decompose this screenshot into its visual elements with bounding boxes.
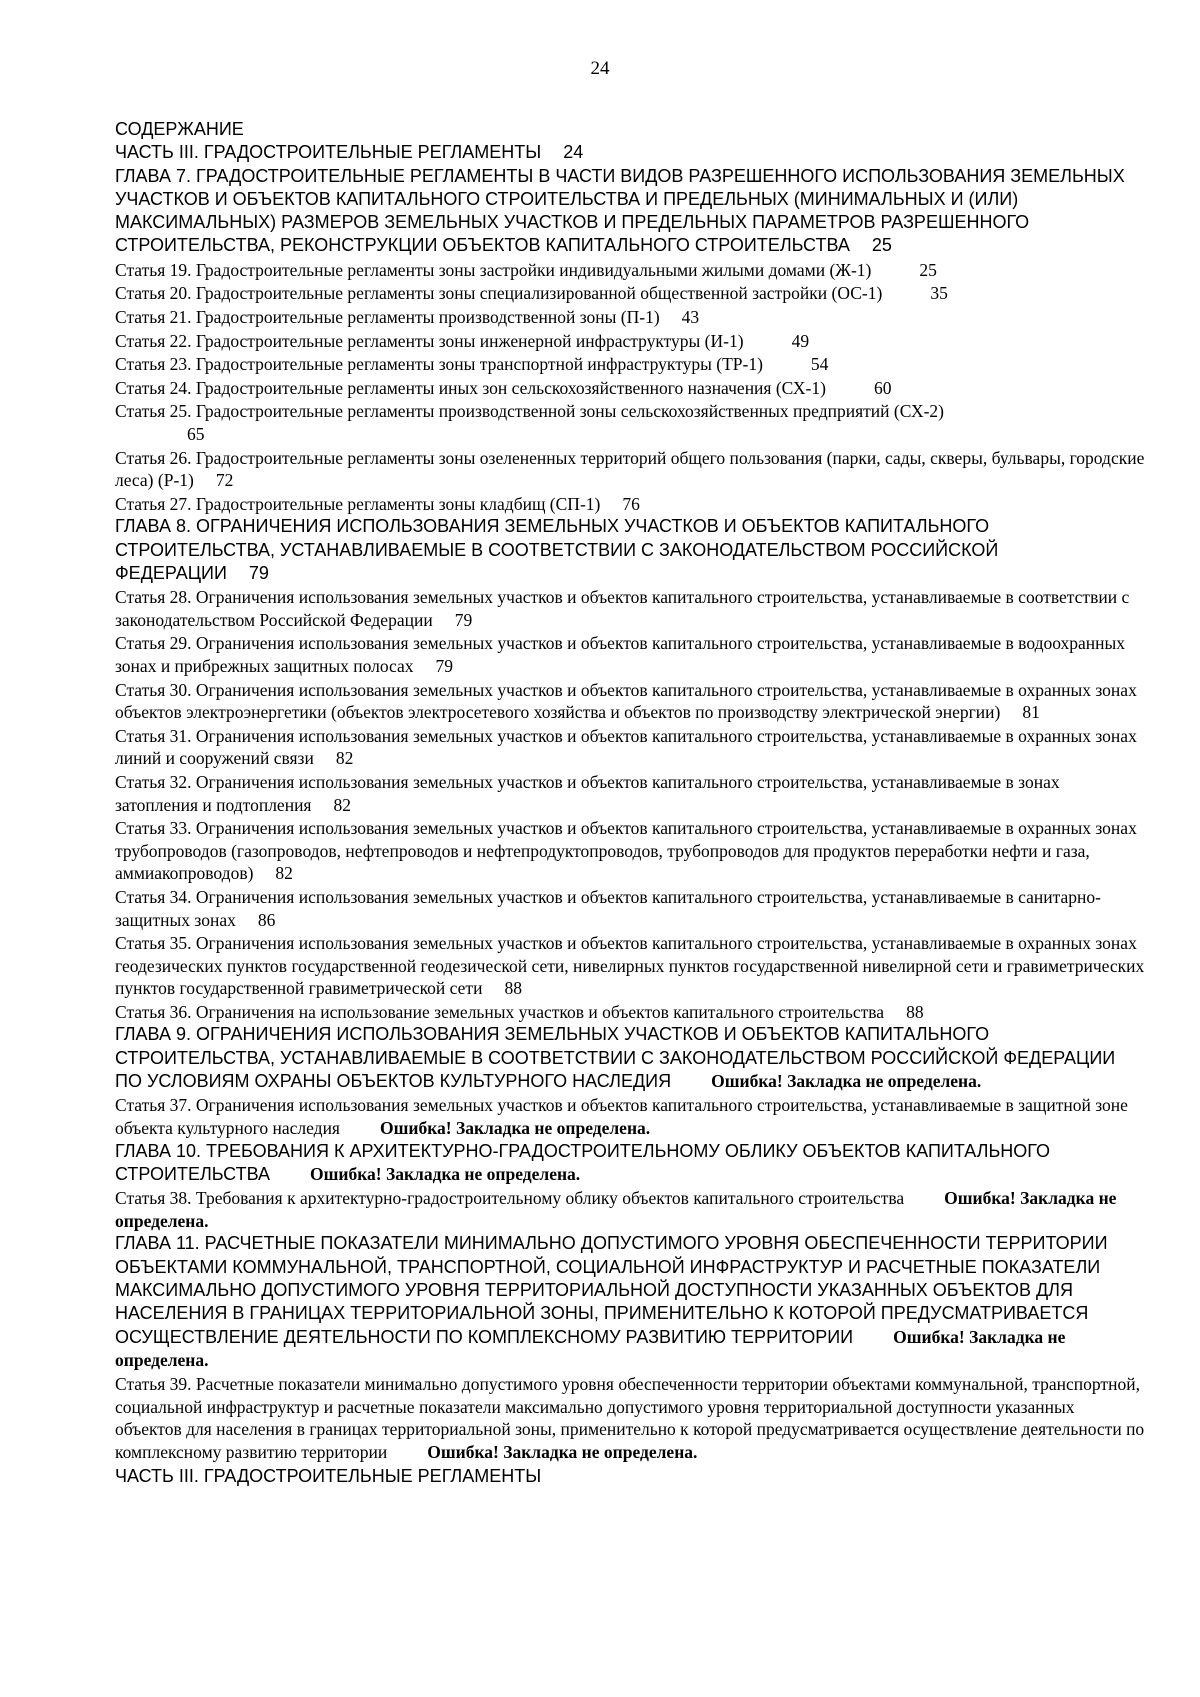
toc-article[interactable] <box>115 493 1145 516</box>
bookmark-error: Ошибка! Закладка не определена. <box>379 1117 651 1138</box>
toc-entry-text: ГЛАВА 10. ТРЕБОВАНИЯ К АРХИТЕКТУРНО-ГРАДОСТРОИТЕЛЬНОМУ ОБЛИКУ ОБЪЕКТОВ КАПИТАЛЬНОГО СТРОИТЕЛЬСТВА <box>115 1140 1051 1184</box>
page-number: 24 <box>590 58 610 79</box>
toc-article[interactable] <box>115 725 1145 770</box>
toc-entry-text: Статья 39. Расчетные показатели минимально допустимого уровня обеспеченности территории объектами коммунальной, транспортной, социальной инфраструктур и расчетные показатели максимально допустимого уровня территориальной доступности указанных объектов для населения в границах территориальной зоны, применительно к которой предусматривается осуществление деятельности по комплексному развитию территории <box>115 1374 1145 1462</box>
toc-page-number: 82 <box>335 748 354 769</box>
toc-article[interactable] <box>115 1373 1145 1463</box>
toc-article[interactable] <box>115 1094 1145 1139</box>
toc-article[interactable] <box>115 1187 1145 1232</box>
toc-entry-text: Статья 29. Ограничения использования земельных участков и объектов капитального строительства, устанавливаемые в водоохранных зонах и прибрежных защитных полосах <box>115 633 1126 676</box>
toc-article[interactable] <box>115 1001 1145 1024</box>
toc-entry-text: Статья 37. Ограничения использования земельных участков и объектов капитального строительства, устанавливаемые в защитной зоне объекта культурного наследия <box>115 1095 1128 1138</box>
bookmark-error: Ошибка! Закладка не определена. <box>115 1188 1117 1231</box>
toc-heading[interactable] <box>115 141 1145 164</box>
toc-article[interactable] <box>115 330 1145 353</box>
toc-heading[interactable] <box>115 1232 1145 1372</box>
toc-entry-text: Статья 34. Ограничения использования земельных участков и объектов капитального строительства, устанавливаемые в санитарно-защитных зонах <box>115 886 1101 930</box>
toc-entry-text: Статья 30. Ограничения использования земельных участков и объектов капитального строительства, устанавливаемые в охранных зонах объектов электроэнергетики (объектов электросетевого хозяйства и объектов по производству электрической энергии) <box>115 679 1137 723</box>
toc-heading[interactable] <box>115 1023 1145 1093</box>
toc-article[interactable] <box>115 306 1145 329</box>
toc-page-number: 88 <box>906 1001 924 1022</box>
bookmark-error: Ошибка! Закладка не определена. <box>310 1163 581 1184</box>
toc-article[interactable] <box>115 586 1145 631</box>
toc-entry-text: ГЛАВА 8. ОГРАНИЧЕНИЯ ИСПОЛЬЗОВАНИЯ ЗЕМЕЛЬНЫХ УЧАСТКОВ И ОБЪЕКТОВ КАПИТАЛЬНОГО СТРОИТЕЛЬСТВА, УСТАНАВЛИВАЕМЫЕ В СООТВЕТСТВИИ С ЗАКОНОДАТЕЛЬСТВОМ РОССИЙСКОЙ ФЕДЕРАЦИИ <box>115 516 999 583</box>
toc-page-number: 72 <box>215 470 234 491</box>
toc-article[interactable] <box>115 377 1145 400</box>
toc-article[interactable] <box>115 932 1145 1000</box>
table-of-contents <box>115 118 1145 1488</box>
toc-page-number: 25 <box>871 235 892 256</box>
toc-page-number: 54 <box>810 354 829 375</box>
toc-entry-text: Статья 24. Градостроительные регламенты иных зон сельскохозяйственного назначения (СХ-1) <box>115 377 826 398</box>
toc-entry-text: Статья 25. Градостроительные регламенты производственной зоны сельскохозяйственных предприятий (СХ-2) <box>115 401 944 422</box>
toc-article[interactable] <box>115 632 1145 677</box>
toc-page-number: 24 <box>563 142 584 163</box>
toc-page-number: 43 <box>681 306 700 327</box>
toc-entry-text: ЧАСТЬ III. ГРАДОСТРОИТЕЛЬНЫЕ РЕГЛАМЕНТЫ <box>115 142 542 163</box>
toc-article[interactable] <box>115 817 1145 885</box>
toc-article[interactable] <box>115 886 1145 931</box>
toc-article[interactable] <box>115 447 1145 492</box>
toc-page-number: 35 <box>930 283 948 304</box>
toc-entry-text: Статья 21. Градостроительные регламенты производственной зоны (П-1) <box>115 306 660 327</box>
toc-page-number: 25 <box>919 259 937 280</box>
toc-page-number: 49 <box>791 330 810 351</box>
toc-entry-text: Статья 20. Градостроительные регламенты зоны специализированной общественной застройки (ОС-1) <box>115 283 883 304</box>
toc-page-number: 81 <box>1022 702 1040 723</box>
toc-article[interactable] <box>115 353 1145 376</box>
toc-page-number: 82 <box>333 794 351 815</box>
toc-entry-text: Статья 32. Ограничения использования земельных участков и объектов капитального строительства, устанавливаемые в зонах затопления и подтопления <box>115 771 1060 815</box>
toc-page-number: 86 <box>257 909 276 930</box>
bookmark-error: Ошибка! Закладка не определена. <box>115 1326 1066 1370</box>
part-heading: ЧАСТЬ III. ГРАДОСТРОИТЕЛЬНЫЕ РЕГЛАМЕНТЫ <box>115 1465 542 1486</box>
toc-page-number: 65 <box>187 423 205 444</box>
toc-entry-text: ГЛАВА 9. ОГРАНИЧЕНИЯ ИСПОЛЬЗОВАНИЯ ЗЕМЕЛЬНЫХ УЧАСТКОВ И ОБЪЕКТОВ КАПИТАЛЬНОГО СТРОИТЕЛЬСТВА, УСТАНАВЛИВАЕМЫЕ В СООТВЕТСТВИИ С ЗАКОНОДАТЕЛЬСТВОМ РОССИЙСКОЙ ФЕДЕРАЦИИ ПО УСЛОВИЯМ ОХРАНЫ ОБЪЕКТОВ КУЛЬТУРНОГО НАСЛЕДИЯ <box>115 1024 1116 1092</box>
toc-article[interactable] <box>115 259 1145 282</box>
toc-entry-text: Статья 26. Градостроительные регламенты зоны озелененных территорий общего пользования (парки, сады, скверы, бульвары, городские леса) (Р-1) <box>115 447 1145 491</box>
bookmark-error: Ошибка! Закладка не определена. <box>427 1441 698 1462</box>
toc-entry-text: Статья 23. Градостроительные регламенты зоны транспортной инфраструктуры (ТР-1) <box>115 354 763 375</box>
toc-entry-text: ГЛАВА 7. ГРАДОСТРОИТЕЛЬНЫЕ РЕГЛАМЕНТЫ В ЧАСТИ ВИДОВ РАЗРЕШЕННОГО ИСПОЛЬЗОВАНИЯ ЗЕМЕЛЬНЫХ УЧАСТКОВ И ОБЪЕКТОВ КАПИТАЛЬНОГО СТРОИТЕЛЬСТВА И ПРЕДЕЛЬНЫХ (МИНИМАЛЬНЫХ И (ИЛИ) МАКСИМАЛЬНЫХ) РАЗМЕРОВ ЗЕМЕЛЬНЫХ УЧАСТКОВ И ПРЕДЕЛЬНЫХ ПАРАМЕТРОВ РАЗРЕШЕННОГО СТРОИТЕЛЬСТВА, РЕКОНСТРУКЦИИ ОБЪЕКТОВ КАПИТАЛЬНОГО СТРОИТЕЛЬСТВА <box>115 165 1125 256</box>
toc-entry-text: Статья 38. Требования к архитектурно-градостроительному облику объектов капитального строительства <box>115 1188 905 1209</box>
toc-heading[interactable] <box>115 515 1145 585</box>
toc-article[interactable] <box>115 679 1145 724</box>
toc-heading[interactable] <box>115 1140 1145 1187</box>
toc-entry-text: Статья 19. Градостроительные регламенты зоны застройки индивидуальными жилыми домами (Ж-1) <box>115 259 872 280</box>
toc-entry-text: Статья 33. Ограничения использования земельных участков и объектов капитального строительства, устанавливаемые в охранных зонах трубопроводов (газопроводов, нефтепроводов и нефтепродуктопроводов, трубопроводов для продуктов переработки нефти и газа, аммиакопроводов) <box>115 818 1137 884</box>
toc-entry-text: ГЛАВА 11. РАСЧЕТНЫЕ ПОКАЗАТЕЛИ МИНИМАЛЬНО ДОПУСТИМОГО УРОВНЯ ОБЕСПЕЧЕННОСТИ ТЕРРИТОРИИ ОБЪЕКТАМИ КОММУНАЛЬНОЙ, ТРАНСПОРТНОЙ, СОЦИАЛЬНОЙ ИНФРАСТРУКТУР И РАСЧЕТНЫЕ ПОКАЗАТЕЛИ МАКСИМАЛЬНО ДОПУСТИМОГО УРОВНЯ ТЕРРИТОРИАЛЬНОЙ ДОСТУПНОСТИ УКАЗАННЫХ ОБЪЕКТОВ ДЛЯ НАСЕЛЕНИЯ В ГРАНИЦАХ ТЕРРИТОРИАЛЬНОЙ ЗОНЫ, ПРИМЕНИТЕЛЬНО К КОТОРОЙ ПРЕДУСМАТРИВАЕТСЯ ОСУЩЕСТВЛЕНИЕ ДЕЯТЕЛЬНОСТИ ПО КОМПЛЕКСНОМУ РАЗВИТИЮ ТЕРРИТОРИИ <box>115 1233 1108 1347</box>
toc-heading[interactable] <box>115 165 1145 258</box>
toc-page-number: 82 <box>275 863 293 884</box>
toc-entry-text: Статья 27. Градостроительные регламенты зоны кладбищ (СП-1) <box>115 493 601 514</box>
toc-entry-text: Статья 35. Ограничения использования земельных участков и объектов капитального строительства, устанавливаемые в охранных зонах геодезических пунктов государственной геодезической сети, нивелирных пунктов государственной нивелирной сети и гравиметрических пунктов государственной гравиметрической сети <box>115 933 1145 999</box>
toc-page-number: 76 <box>622 493 640 514</box>
toc-page-number: 88 <box>504 978 522 999</box>
bookmark-error: Ошибка! Закладка не определена. <box>711 1071 982 1092</box>
toc-title: СОДЕРЖАНИЕ <box>115 119 244 139</box>
toc-page-number: 79 <box>454 609 473 630</box>
toc-entry-text: Статья 28. Ограничения использования земельных участков и объектов капитального строительства, устанавливаемые в соответствии с законодательством Российской Федерации <box>115 587 1130 630</box>
toc-article[interactable] <box>115 282 1145 305</box>
toc-entry-text: Статья 36. Ограничения на использование земельных участков и объектов капитального строительства <box>115 1001 885 1022</box>
toc-page-number: 79 <box>248 562 269 583</box>
toc-entry-text: Статья 22. Градостроительные регламенты зоны инженерной инфраструктуры (И-1) <box>115 330 744 351</box>
toc-entry-text: Статья 31. Ограничения использования земельных участков и объектов капитального строительства, устанавливаемые в охранных зонах линий и сооружений связи <box>115 725 1137 769</box>
toc-page-number: 79 <box>435 655 454 676</box>
toc-page-number: 60 <box>873 377 892 398</box>
toc-article[interactable] <box>115 771 1145 816</box>
toc-article[interactable] <box>115 400 1145 445</box>
toc-list <box>115 141 1145 1463</box>
